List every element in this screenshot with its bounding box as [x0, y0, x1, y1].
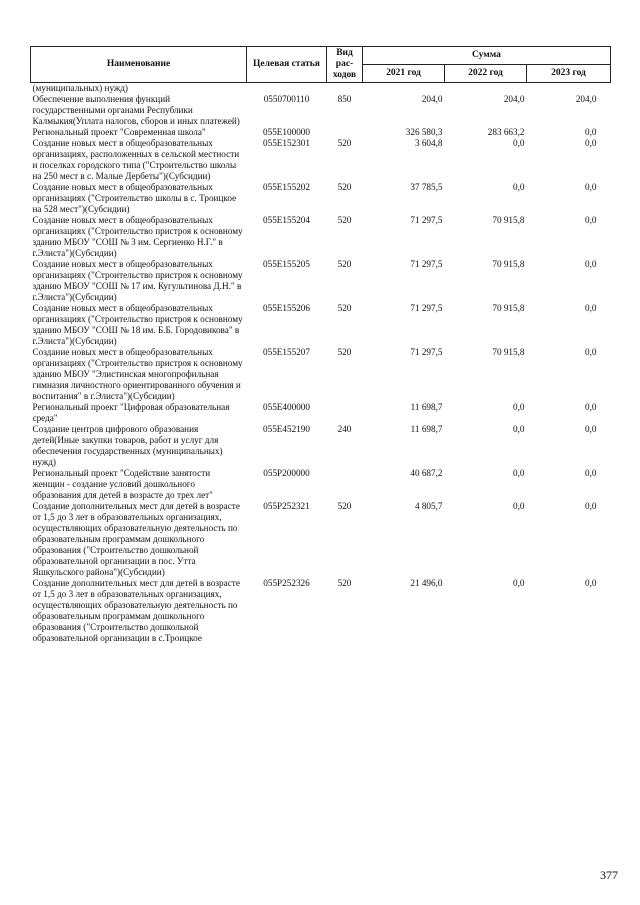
cell-code: 0550700110	[263, 94, 310, 104]
cell-name: Региональный проект "Содействие занятости женщин - создание условий дошкольного образования для детей в возрасте до трех лет"	[32, 468, 213, 500]
table-row	[31, 215, 611, 259]
cell-2022: 204,0	[503, 94, 525, 104]
cell-code: 055E400000	[263, 402, 310, 412]
table-row	[31, 468, 611, 501]
cell-vid: 520	[337, 182, 352, 192]
cell-2023: 0,0	[585, 468, 597, 478]
header-year-2023: 2023 год	[527, 65, 611, 83]
table-row	[31, 501, 611, 578]
table-row	[31, 424, 611, 468]
cell-2021: 326 580,3	[405, 127, 443, 137]
cell-name: Региональный проект "Цифровая образовательная среда"	[32, 402, 230, 423]
cell-2023: 0,0	[585, 215, 597, 225]
cell-2023: 0,0	[585, 138, 597, 148]
cell-2023: 0,0	[585, 501, 597, 511]
cell-name: Создание новых мест в общеобразовательных организациях ("Строительство пристроя к основному зданию МБОУ "СОШ № 3 им. Сергиенко Н.Г." в г.Элиста")(Субсидии)	[32, 215, 243, 258]
cell-vid: 520	[337, 259, 352, 269]
cell-2021: 21 496,0	[410, 578, 443, 588]
cell-2023: 0,0	[585, 424, 597, 434]
cell-vid: 520	[337, 138, 352, 148]
cell-2022: 0,0	[513, 402, 525, 412]
table-body	[31, 83, 611, 645]
cell-name: Создание новых мест в общеобразовательных организациях ("Строительство пристроя к основному зданию МБОУ "СОШ № 17 им. Кугультинова Д.Н." в г.Элиста")(Субсидии)	[32, 259, 243, 302]
cell-2022: 70 915,8	[492, 303, 525, 313]
table-row	[31, 402, 611, 424]
cell-2023: 0,0	[585, 578, 597, 588]
cell-vid: 520	[337, 215, 352, 225]
page-number: 377	[600, 868, 618, 882]
table-row	[31, 182, 611, 215]
cell-vid	[327, 83, 363, 95]
cell-vid: 520	[337, 501, 352, 511]
cell-2021: 37 785,5	[410, 182, 443, 192]
table-header	[31, 47, 611, 83]
cell-2023	[527, 83, 611, 95]
cell-2021: 11 698,7	[410, 402, 443, 412]
cell-vid: 520	[337, 303, 352, 313]
cell-2022: 0,0	[513, 578, 525, 588]
table-row	[31, 347, 611, 402]
table-row	[31, 94, 611, 127]
cell-2021: 4 805,7	[414, 501, 443, 511]
table-row	[31, 83, 611, 95]
cell-2022: 0,0	[513, 501, 525, 511]
cell-2022: 0,0	[513, 424, 525, 434]
table-row	[31, 127, 611, 138]
cell-2023: 0,0	[585, 182, 597, 192]
cell-code: 055P252326	[263, 578, 310, 588]
cell-2023: 204,0	[575, 94, 597, 104]
cell-code: 055E155204	[263, 215, 310, 225]
cell-2022: 0,0	[513, 182, 525, 192]
header-vid: Вид рас-ходов	[327, 47, 363, 83]
cell-code: 055E152301	[263, 138, 310, 148]
cell-2023: 0,0	[585, 402, 597, 412]
cell-vid: 240	[337, 424, 352, 434]
cell-vid	[327, 127, 363, 138]
cell-2023: 0,0	[585, 347, 597, 357]
cell-2022: 283 663,2	[487, 127, 525, 137]
cell-2021: 71 297,5	[410, 303, 443, 313]
cell-2021: 71 297,5	[410, 215, 443, 225]
cell-name: Создание новых мест в общеобразовательных организациях, расположенных в сельской местности и поселках городского типа ("Строительство школы на 250 мест в с. Малые Дербеты")(Субсидии)	[32, 138, 240, 181]
cell-2021: 3 604,8	[414, 138, 443, 148]
cell-code	[247, 83, 327, 95]
cell-code: 055E155206	[263, 303, 310, 313]
cell-2021	[363, 83, 445, 95]
cell-name: Создание новых мест в общеобразовательных организациях ("Строительство пристроя к основному зданию МБОУ "Элистинская многопрофильная гимназия личностного ориентированного обучения и воспитания" в г.Элиста")(Субсидии)	[32, 347, 243, 401]
cell-code: 055E155207	[263, 347, 310, 357]
header-year-2021: 2021 год	[363, 65, 445, 83]
cell-name: Создание новых мест в общеобразовательных организациях ("Строительство пристроя к основному зданию МБОУ "СОШ № 18 им. Б.Б. Городовикова" в г.Элиста")(Субсидии)	[32, 303, 243, 346]
cell-name: Создание дополнительных мест для детей в возрасте от 1,5 до 3 лет в образовательных организациях, осуществляющих образовательную деятельность по образовательным программам дошкольного образования ("Строительство дошкольной образовательной организации в пос. Утта Яшкульского района")(Субсидии)	[32, 501, 240, 577]
cell-2022	[445, 83, 527, 95]
cell-2021: 40 687,2	[410, 468, 443, 478]
cell-2021: 204,0	[421, 94, 443, 104]
cell-2022: 70 915,8	[492, 215, 525, 225]
cell-2022: 70 915,8	[492, 259, 525, 269]
cell-name: Обеспечение выполнения функций государственными органами Республики Калмыкия(Уплата налогов, сборов и иных платежей)	[32, 94, 240, 126]
cell-2023: 0,0	[585, 127, 597, 137]
cell-2023: 0,0	[585, 303, 597, 313]
table-row	[31, 578, 611, 644]
cell-code: 055E452190	[263, 424, 310, 434]
cell-vid: 520	[337, 347, 352, 357]
table-row	[31, 259, 611, 303]
cell-name: Создание центров цифрового образования детей(Иные закупки товаров, работ и услуг для обеспечения государственных (муниципальных) нужд)	[32, 424, 223, 467]
budget-table	[30, 46, 611, 644]
cell-vid: 850	[337, 94, 352, 104]
cell-vid	[327, 468, 363, 501]
document-page	[30, 46, 610, 644]
cell-code: 055P252321	[263, 501, 310, 511]
cell-2022: 70 915,8	[492, 347, 525, 357]
header-code: Целевая статья	[247, 47, 327, 83]
cell-code: 055E155205	[263, 259, 310, 269]
cell-2022: 0,0	[513, 468, 525, 478]
cell-2021: 71 297,5	[410, 347, 443, 357]
cell-vid	[327, 402, 363, 424]
header-name: Наименование	[31, 47, 247, 83]
cell-name: Создание новых мест в общеобразовательных организациях ("Строительство школы в с. Троицкое на 528 мест")(Субсидии)	[32, 182, 237, 214]
cell-code: 055E100000	[263, 127, 310, 137]
header-year-2022: 2022 год	[445, 65, 527, 83]
cell-2021: 71 297,5	[410, 259, 443, 269]
cell-2022: 0,0	[513, 138, 525, 148]
cell-2023: 0,0	[585, 259, 597, 269]
cell-code: 055P200000	[263, 468, 310, 478]
cell-2021: 11 698,7	[410, 424, 443, 434]
table-row	[31, 138, 611, 182]
cell-code: 055E155202	[263, 182, 310, 192]
cell-vid: 520	[337, 578, 352, 588]
header-sum: Сумма	[363, 47, 611, 65]
cell-name: Региональный проект "Современная школа"	[32, 127, 206, 137]
table-row	[31, 303, 611, 347]
cell-name: Создание дополнительных мест для детей в возрасте от 1,5 до 3 лет в образовательных организациях, осуществляющих образовательную деятельность по образовательным программам дошкольного образования ("Строительство дошкольной образовательной организации в с.Троицкое	[32, 578, 240, 643]
cell-name: (муниципальных) нужд)	[32, 83, 128, 93]
